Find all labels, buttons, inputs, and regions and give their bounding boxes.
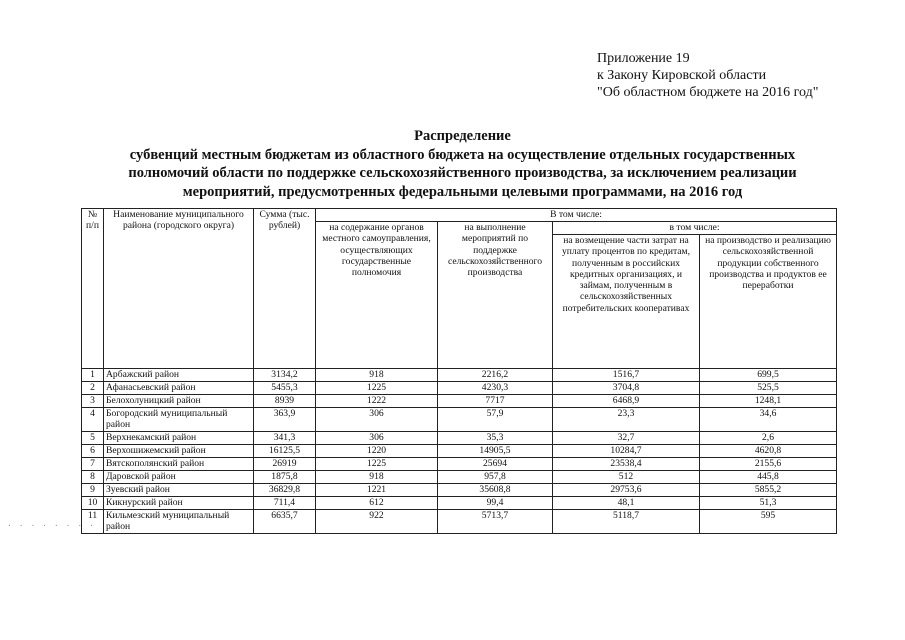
row-bodies-amount: 1225: [316, 458, 438, 471]
row-production-amount: 5855,2: [700, 484, 837, 497]
row-interest-amount: 1516,7: [553, 369, 700, 382]
row-district-name: Богородский муниципальный район: [104, 408, 254, 432]
heading-line-3: полномочий области по поддержке сельскохозяйственного производства, за исключением реализации: [128, 165, 797, 181]
row-interest-amount: 48,1: [553, 497, 700, 510]
header-name: Наименование муниципального района (городского округа): [104, 209, 254, 369]
row-interest-amount: 10284,7: [553, 445, 700, 458]
row-bodies-amount: 1220: [316, 445, 438, 458]
row-district-name: Верхошижемский район: [104, 445, 254, 458]
row-number: 6: [82, 445, 104, 458]
row-bodies-amount: 1221: [316, 484, 438, 497]
row-district-name: Кильмезский муниципальный район: [104, 510, 254, 534]
row-measures-amount: 35,3: [438, 432, 553, 445]
row-number: 7: [82, 458, 104, 471]
row-bodies-amount: 306: [316, 432, 438, 445]
table-body: [82, 369, 837, 534]
row-bodies-amount: 1222: [316, 395, 438, 408]
table-row: [82, 408, 837, 432]
row-interest-amount: 512: [553, 471, 700, 484]
row-sum: 5455,3: [254, 382, 316, 395]
row-sum: 341,3: [254, 432, 316, 445]
row-sum: 3134,2: [254, 369, 316, 382]
row-district-name: Белохолуницкий район: [104, 395, 254, 408]
row-bodies-amount: 922: [316, 510, 438, 534]
row-sum: 8939: [254, 395, 316, 408]
row-production-amount: 34,6: [700, 408, 837, 432]
row-interest-amount: 5118,7: [553, 510, 700, 534]
row-district-name: Вятскополянский район: [104, 458, 254, 471]
row-number: 3: [82, 395, 104, 408]
row-production-amount: 595: [700, 510, 837, 534]
row-number: 8: [82, 471, 104, 484]
header-col-production: на производство и реализацию сельскохозяйственной продукции собственного производства и продуктов ее переработки: [700, 235, 837, 369]
table-row: [82, 484, 837, 497]
row-measures-amount: 14905,5: [438, 445, 553, 458]
row-bodies-amount: 1225: [316, 382, 438, 395]
row-measures-amount: 2216,2: [438, 369, 553, 382]
table-row: [82, 458, 837, 471]
row-bodies-amount: 306: [316, 408, 438, 432]
header-num: № п/п: [82, 209, 104, 369]
row-number: 1: [82, 369, 104, 382]
header-including: В том числе:: [316, 209, 837, 222]
row-district-name: Даровской район: [104, 471, 254, 484]
table-row: [82, 382, 837, 395]
header-including-sub: в том числе:: [553, 222, 837, 235]
table-row: [82, 471, 837, 484]
header-col-measures: на выполнение мероприятий по поддержке сельскохозяйственного производства: [438, 222, 553, 369]
document-heading: [60, 127, 865, 201]
row-sum: 16125,5: [254, 445, 316, 458]
table-row: [82, 432, 837, 445]
header-col-interest: на возмещение части затрат на уплату процентов по кредитам, полученным в российских кредитных организациях, и займам, полученным в сельскохозяйственных потребительских кооперативах: [553, 235, 700, 369]
heading-line-4: мероприятий, предусмотренных федеральными целевыми программами, на 2016 год: [182, 183, 743, 200]
row-production-amount: 51,3: [700, 497, 837, 510]
row-number: 9: [82, 484, 104, 497]
row-measures-amount: 7717: [438, 395, 553, 408]
row-production-amount: 1248,1: [700, 395, 837, 408]
row-production-amount: 699,5: [700, 369, 837, 382]
row-bodies-amount: 918: [316, 471, 438, 484]
table-row: [82, 497, 837, 510]
row-measures-amount: 957,8: [438, 471, 553, 484]
row-number: 5: [82, 432, 104, 445]
table-row: [82, 510, 837, 534]
appendix-line-2: к Закону Кировской области: [597, 68, 767, 83]
row-number: 10: [82, 497, 104, 510]
header-sum: Сумма (тыс. рублей): [254, 209, 316, 369]
row-measures-amount: 5713,7: [438, 510, 553, 534]
row-production-amount: 4620,8: [700, 445, 837, 458]
row-production-amount: 525,5: [700, 382, 837, 395]
scan-artifact-dots: . . . . . . . .: [8, 519, 96, 529]
appendix-line-1: Приложение 19: [597, 51, 690, 66]
row-measures-amount: 25694: [438, 458, 553, 471]
row-interest-amount: 29753,6: [553, 484, 700, 497]
row-sum: 1875,8: [254, 471, 316, 484]
row-interest-amount: 32,7: [553, 432, 700, 445]
table-header: [82, 209, 837, 369]
row-interest-amount: 3704,8: [553, 382, 700, 395]
row-measures-amount: 99,4: [438, 497, 553, 510]
row-measures-amount: 57,9: [438, 408, 553, 432]
row-district-name: Верхнекамский район: [104, 432, 254, 445]
heading-line-1: Распределение: [414, 128, 511, 144]
row-district-name: Арбажский район: [104, 369, 254, 382]
heading-line-2: субвенций местным бюджетам из областного бюджета на осуществление отдельных государственных: [129, 146, 796, 163]
row-number: 2: [82, 382, 104, 395]
header-col-bodies: на содержание органов местного самоуправления, осуществляющих государственные полномочия: [316, 222, 438, 369]
row-district-name: Кикнурский район: [104, 497, 254, 510]
row-interest-amount: 23,3: [553, 408, 700, 432]
table-row: [82, 445, 837, 458]
table-row: [82, 395, 837, 408]
row-interest-amount: 6468,9: [553, 395, 700, 408]
row-sum: 6635,7: [254, 510, 316, 534]
subventions-table: [81, 208, 837, 534]
row-production-amount: 2155,6: [700, 458, 837, 471]
row-sum: 26919: [254, 458, 316, 471]
appendix-line-3: "Об областном бюджете на 2016 год": [597, 85, 819, 100]
table-row: [82, 369, 837, 382]
row-sum: 36829,8: [254, 484, 316, 497]
row-production-amount: 445,8: [700, 471, 837, 484]
row-production-amount: 2,6: [700, 432, 837, 445]
appendix-block: [597, 50, 818, 101]
row-bodies-amount: 612: [316, 497, 438, 510]
row-bodies-amount: 918: [316, 369, 438, 382]
row-number: 11: [82, 510, 104, 534]
row-district-name: Зуевский район: [104, 484, 254, 497]
row-measures-amount: 35608,8: [438, 484, 553, 497]
row-number: 4: [82, 408, 104, 432]
row-district-name: Афанасьевский район: [104, 382, 254, 395]
row-sum: 363,9: [254, 408, 316, 432]
row-interest-amount: 23538,4: [553, 458, 700, 471]
row-measures-amount: 4230,3: [438, 382, 553, 395]
row-sum: 711,4: [254, 497, 316, 510]
